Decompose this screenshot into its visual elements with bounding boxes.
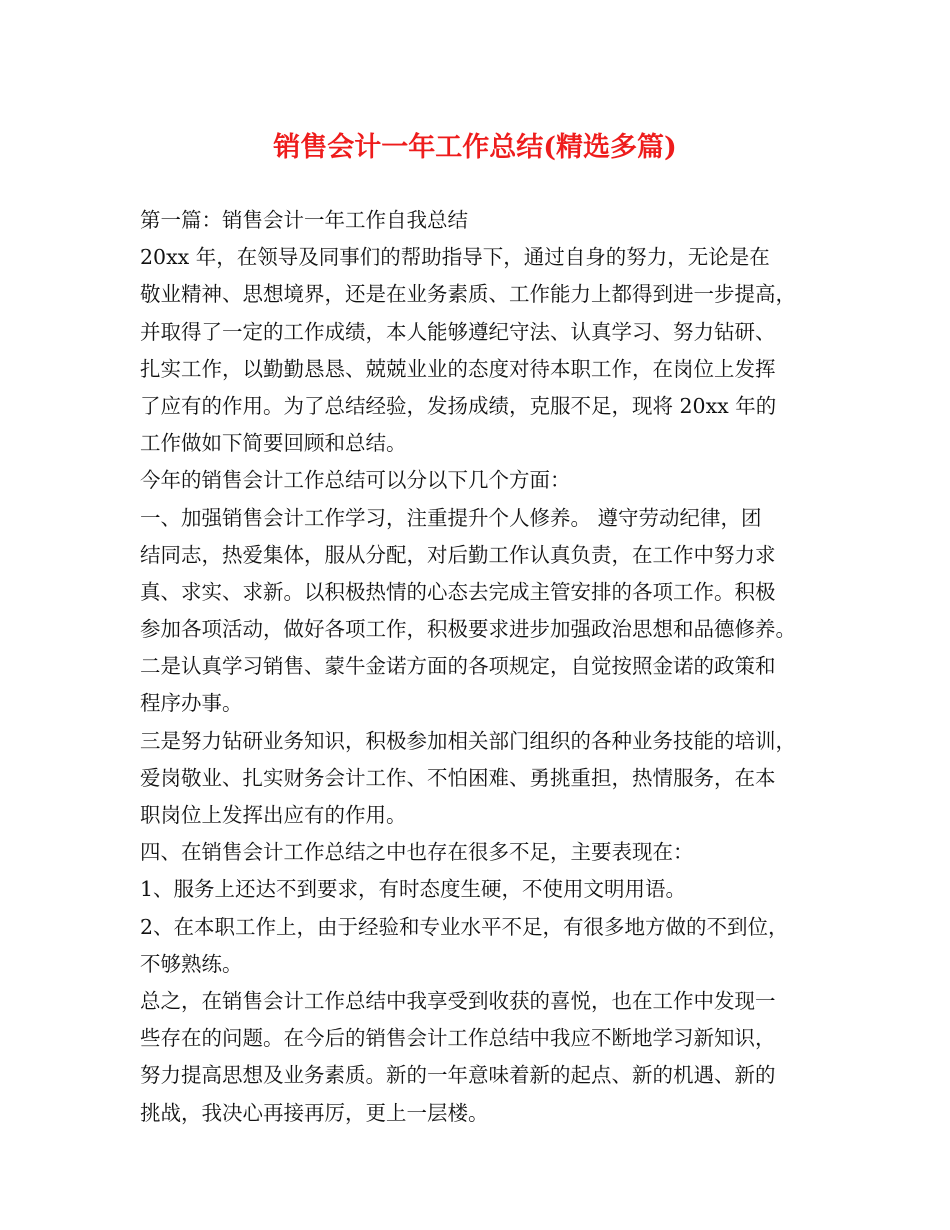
- body-line: 参加各项活动，做好各项工作，积极要求进步加强政治思想和品德修养。: [140, 617, 796, 642]
- body-line: 四、在销售会计工作总结之中也存在很多不足，主要表现在：: [140, 840, 694, 865]
- body-line: 爱岗敬业、扎实财务会计工作、不怕困难、勇挑重担，热情服务，在本: [140, 765, 776, 790]
- body-line: 1、服务上还达不到要求，有时态度生硬，不使用文明用语。: [140, 877, 687, 902]
- body-line: 一、加强销售会计工作学习，注重提升个人修养。 遵守劳动纪律，团: [140, 505, 762, 530]
- body-line: 职岗位上发挥出应有的作用。: [140, 803, 407, 827]
- body-line: 挑战，我决心再接再厉，更上一层楼。: [140, 1100, 489, 1125]
- body-line: 2、在本职工作上，由于经验和专业水平不足，有很多地方做的不到位，: [140, 914, 789, 939]
- document-title: 销售会计一年工作总结(精选多篇): [273, 132, 677, 163]
- body-line: 工作做如下简要回顾和总结。: [140, 431, 407, 456]
- body-line: 总之，在销售会计工作总结中我享受到收获的喜悦，也在工作中发现一: [140, 988, 776, 1013]
- body-line: 努力提高思想及业务素质。新的一年意味着新的起点、新的机遇、新的: [140, 1063, 776, 1088]
- body-line: 扎实工作，以勤勤恳恳、兢兢业业的态度对待本职工作，在岗位上发挥: [140, 356, 776, 381]
- body-line: 并取得了一定的工作成绩，本人能够遵纪守法、认真学习、努力钻研、: [140, 319, 776, 344]
- document-body: [140, 202, 820, 1132]
- body-line: 结同志，热爱集体，服从分配，对后勤工作认真负责，在工作中努力求: [140, 542, 776, 567]
- body-line: 真、求实、求新。以积极热情的心态去完成主管安排的各项工作。积极: [140, 579, 776, 604]
- body-line: 第一篇：销售会计一年工作自我总结: [140, 208, 468, 232]
- body-line: 敬业精神、思想境界，还是在业务素质、工作能力上都得到进一步提高，: [140, 282, 796, 307]
- body-line: 20xx 年，在领导及同事们的帮助指导下，通过自身的努力，无论是在: [140, 245, 770, 270]
- body-line: 了应有的作用。为了总结经验，发扬成绩，克服不足，现将 20xx 年的: [140, 393, 777, 418]
- body-line: 不够熟练。: [140, 951, 243, 976]
- body-line: 程序办事。: [140, 691, 243, 716]
- body-line: 些存在的问题。在今后的销售会计工作总结中我应不断地学习新知识，: [140, 1026, 776, 1051]
- body-line: 二是认真学习销售、蒙牛金诺方面的各项规定，自觉按照金诺的政策和: [140, 654, 776, 679]
- body-line: 三是努力钻研业务知识，积极参加相关部门组织的各种业务技能的培训，: [140, 728, 796, 753]
- body-line: 今年的销售会计工作总结可以分以下几个方面：: [140, 468, 571, 493]
